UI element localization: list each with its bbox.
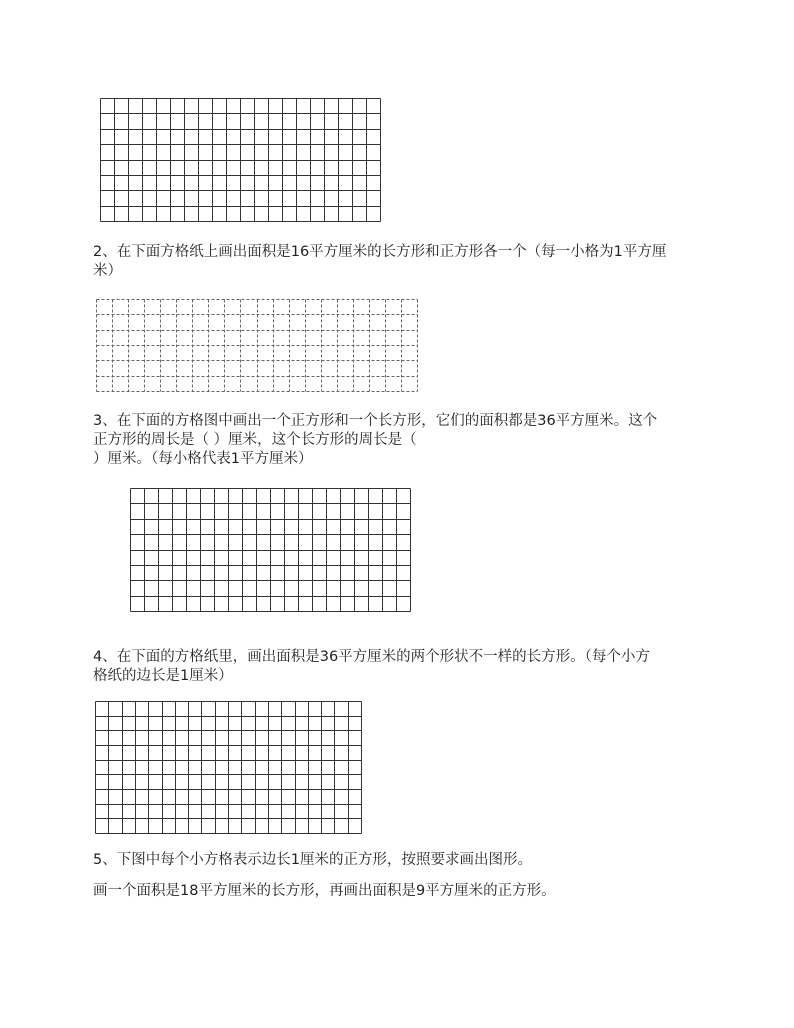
- grid-1: [100, 98, 381, 222]
- grid-2: [96, 299, 418, 392]
- question-2: [93, 243, 666, 281]
- question-3-line-2: 正方形的周长是（ ）厘米，这个长方形的周长是（: [93, 432, 417, 448]
- question-2-line-1: 2、在下面方格纸上画出面积是16平方厘米的长方形和正方形各一个（每一小格为1平方厘: [93, 244, 667, 260]
- question-3: [93, 412, 657, 469]
- grid-3: [130, 488, 411, 612]
- question-3-line-1: 3、在下面的方格图中画出一个正方形和一个长方形，它们的面积都是36平方厘米。这个: [93, 413, 658, 429]
- question-5-line-1: 5、下图中每个小方格表示边长1厘米的正方形，按照要求画出图形。: [93, 852, 532, 868]
- question-3-line-3: ）厘米。（每小格代表1平方厘米）: [93, 451, 313, 467]
- question-4-line-2: 格纸的边长是1厘米）: [93, 668, 233, 684]
- question-4: [93, 648, 650, 686]
- question-2-line-2: 米）: [93, 263, 122, 279]
- question-5-line-2: 画一个面积是18平方厘米的长方形，再画出面积是9平方厘米的正方形。: [93, 883, 556, 899]
- grid-4: [95, 701, 362, 834]
- question-4-line-1: 4、在下面的方格纸里，画出面积是36平方厘米的两个形状不一样的长方形。（每个小方: [93, 649, 650, 665]
- question-5: [93, 851, 556, 901]
